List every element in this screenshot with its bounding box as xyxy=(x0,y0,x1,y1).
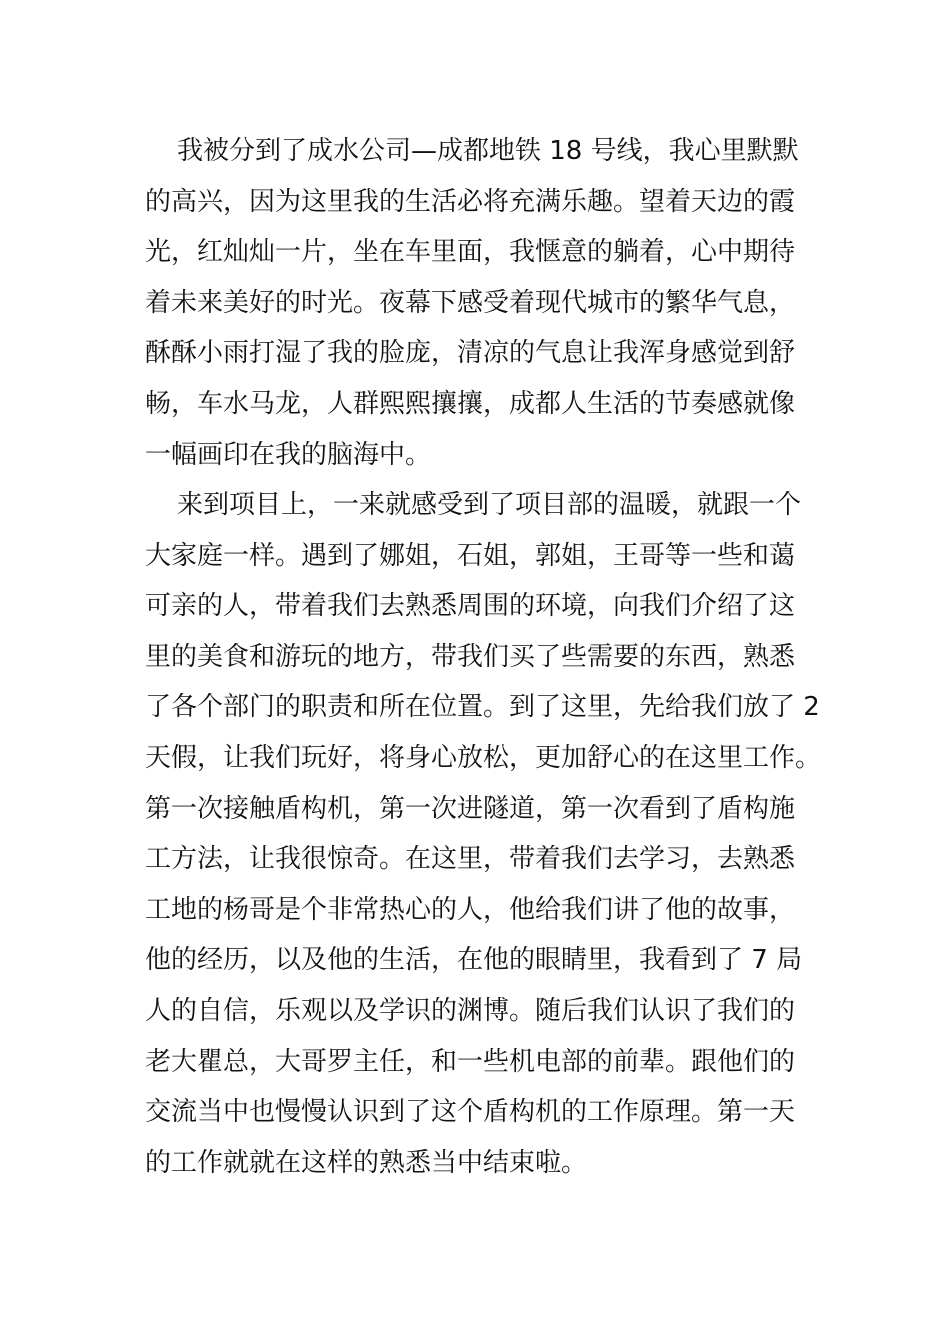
text-line: 酥酥小雨打湿了我的脸庞，清凉的气息让我浑身感觉到舒 xyxy=(145,338,796,369)
text-line: 第一次接触盾构机，第一次进隧道，第一次看到了盾构施 xyxy=(145,793,796,824)
text-line: 交流当中也慢慢认识到了这个盾构机的工作原理。第一天 xyxy=(145,1097,796,1128)
text-line: 我被分到了成水公司—成都地铁 18 号线，我心里默默 xyxy=(177,136,799,166)
paragraph-2 xyxy=(145,480,822,1188)
text-line: 工方法，让我很惊奇。在这里，带着我们去学习，去熟悉 xyxy=(145,844,796,875)
text-line: 光，红灿灿一片，坐在车里面，我惬意的躺着，心中期待 xyxy=(145,237,796,268)
text-line: 畅，车水马龙，人群熙熙攘攘，成都人生活的节奏感就像 xyxy=(145,388,796,419)
paragraph-1 xyxy=(145,126,815,480)
text-line: 着未来美好的时光。夜幕下感受着现代城市的繁华气息， xyxy=(145,287,796,318)
text-line: 老大瞿总，大哥罗主任，和一些机电部的前辈。跟他们的 xyxy=(145,1046,796,1077)
text-line: 人的自信，乐观以及学识的渊博。随后我们认识了我们的 xyxy=(145,995,796,1026)
text-line: 可亲的人，带着我们去熟悉周围的环境，向我们介绍了这 xyxy=(145,591,796,622)
text-line: 大家庭一样。遇到了娜姐，石姐，郭姐，王哥等一些和蔼 xyxy=(145,540,796,571)
text-line: 工地的杨哥是个非常热心的人，他给我们讲了他的故事， xyxy=(145,894,796,925)
text-line: 了各个部门的职责和所在位置。到了这里，先给我们放了 2 xyxy=(145,692,820,723)
text-line: 的高兴，因为这里我的生活必将充满乐趣。望着天边的霞 xyxy=(145,186,796,217)
text-line: 的工作就就在这样的熟悉当中结束啦。 xyxy=(145,1147,588,1178)
text-line: 他的经历，以及他的生活，在他的眼睛里，我看到了 7 局 xyxy=(145,945,803,976)
text-line: 里的美食和游玩的地方，带我们买了些需要的东西，熟悉 xyxy=(145,641,796,672)
text-line: 天假，让我们玩好，将身心放松，更加舒心的在这里工作。 xyxy=(145,742,822,773)
text-line: 来到项目上，一来就感受到了项目部的温暖，就跟一个 xyxy=(177,490,802,520)
text-line: 一幅画印在我的脑海中。 xyxy=(145,439,432,470)
